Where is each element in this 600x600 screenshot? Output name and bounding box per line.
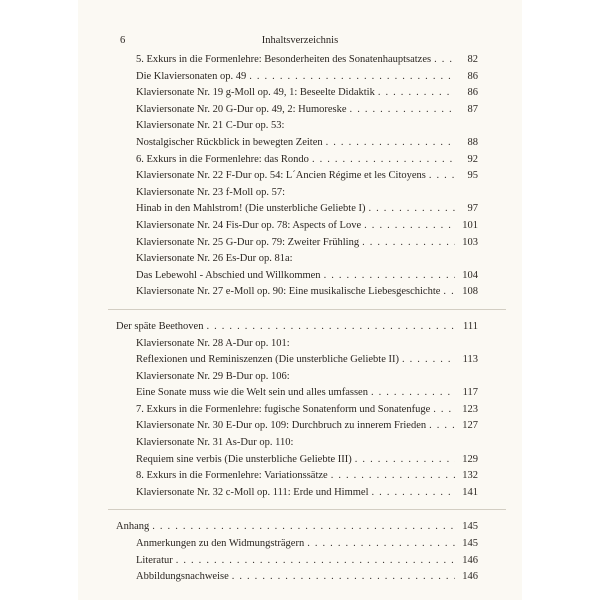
toc-entry[interactable] <box>136 385 478 402</box>
toc-entry-title: 7. Exkurs in die Formenlehre: fugische Sonatenform und Sonatenfuge <box>136 403 431 415</box>
dot-leader <box>350 102 455 119</box>
toc-entry-title: Klaviersonate Nr. 25 G-Dur op. 79: Zweiter Frühling <box>136 236 360 248</box>
toc-entry[interactable] <box>136 402 478 419</box>
toc-entry-title: Klaviersonate Nr. 32 c-Moll op. 111: Erde und Himmel <box>136 486 369 498</box>
dot-leader <box>429 168 455 185</box>
toc-entry-title: Klaviersonate Nr. 23 f-Moll op. 57: <box>136 186 286 198</box>
book-page <box>78 0 522 600</box>
toc-entry-title: Klaviersonate Nr. 30 E-Dur op. 109: Durchbruch zu innerem Frieden <box>136 420 427 432</box>
toc-entry[interactable] <box>136 435 478 452</box>
dot-leader <box>371 385 455 402</box>
toc-entry-title: Anhang <box>116 521 150 533</box>
toc-entry-title: Klaviersonate Nr. 26 Es-Dur op. 81a: <box>136 253 293 265</box>
toc-entry[interactable] <box>136 336 478 353</box>
toc-section <box>136 52 478 301</box>
toc-entry-title: Klaviersonate Nr. 28 A-Dur op. 101: <box>136 337 290 349</box>
toc-entry[interactable] <box>136 85 478 102</box>
toc-entry-title: Requiem sine verbis (Die unsterbliche Geliebte III) <box>136 453 352 465</box>
toc-entry-title: Anmerkungen zu den Widmungsträgern <box>136 538 305 550</box>
toc-entry-title: Das Lebewohl - Abschied und Willkommen <box>136 269 321 281</box>
dot-leader <box>378 85 455 102</box>
toc-entry-page: 103 <box>462 236 478 248</box>
toc-entry-page: 141 <box>462 486 478 498</box>
dot-leader <box>326 135 455 152</box>
toc-entry-page: 101 <box>462 219 478 231</box>
toc-section <box>116 319 478 502</box>
toc-entry[interactable] <box>136 52 478 69</box>
toc-part-heading[interactable] <box>116 519 478 536</box>
toc-entry[interactable] <box>136 485 478 502</box>
toc-entry[interactable] <box>136 369 478 386</box>
toc-entry-page: 95 <box>467 170 478 182</box>
toc-entry-page: 86 <box>467 87 478 99</box>
toc-entry[interactable] <box>136 468 478 485</box>
toc-entry[interactable] <box>136 152 478 169</box>
toc-entry-title: Hinab in den Mahlstrom! (Die unsterbliche Geliebte I) <box>136 203 366 215</box>
toc-entry[interactable] <box>136 452 478 469</box>
dot-leader <box>176 553 455 570</box>
toc-entry-title: Klaviersonate Nr. 31 As-Dur op. 110: <box>136 437 294 449</box>
toc-entry-title: Eine Sonate muss wie die Welt sein und alles umfassen <box>136 387 368 399</box>
dot-leader <box>429 418 455 435</box>
toc-entry-page: 145 <box>462 521 478 533</box>
toc-entry[interactable] <box>136 418 478 435</box>
dot-leader <box>362 235 455 252</box>
toc-entry-title: Die Klaviersonaten op. 49 <box>136 70 247 82</box>
toc-entry-title: 5. Exkurs in die Formenlehre: Besonderheiten des Sonatenhauptsatzes <box>136 54 432 65</box>
toc-entry-title: Klaviersonate Nr. 22 F-Dur op. 54: L´Ancien Régime et les Citoyens <box>136 170 426 182</box>
toc-entry-title: Klaviersonate Nr. 21 C-Dur op. 53: <box>136 120 285 132</box>
dot-leader <box>433 402 455 419</box>
toc-entry-page: 104 <box>462 269 478 281</box>
toc-entry-page: 88 <box>467 136 478 148</box>
running-title: Inhaltsverzeichnis <box>261 35 339 46</box>
dot-leader <box>249 69 455 86</box>
toc-entry-title: Klaviersonate Nr. 29 B-Dur op. 106: <box>136 370 290 382</box>
toc-entry[interactable] <box>136 536 478 553</box>
dot-leader <box>324 268 455 285</box>
dot-leader <box>206 319 455 336</box>
toc-entry[interactable] <box>136 118 478 135</box>
toc-entry-title: Klaviersonate Nr. 20 G-Dur op. 49, 2: Humoreske <box>136 103 347 115</box>
section-divider <box>108 509 506 510</box>
dot-leader <box>152 519 455 536</box>
toc-entry-page: 82 <box>467 54 478 65</box>
dot-leader <box>402 352 455 369</box>
toc-entry-title: Der späte Beethoven <box>116 320 204 332</box>
dot-leader <box>364 218 455 235</box>
toc-entry-page: 145 <box>462 538 478 550</box>
dot-leader <box>312 152 455 169</box>
toc-entry[interactable] <box>136 268 478 285</box>
toc-entry[interactable] <box>136 69 478 86</box>
toc-section <box>116 519 478 585</box>
dot-leader <box>355 452 455 469</box>
toc-entry-title: 8. Exkurs in die Formenlehre: Variationssätze <box>136 470 328 482</box>
dot-leader <box>307 536 455 553</box>
toc-entry-title: Klaviersonate Nr. 27 e-Moll op. 90: Eine musikalische Liebesgeschichte <box>136 286 441 298</box>
dot-leader <box>331 468 455 485</box>
toc-entry-page: 123 <box>462 403 478 415</box>
toc-entry[interactable] <box>136 284 478 301</box>
toc-entry[interactable] <box>136 201 478 218</box>
toc-entry-title: Abbildungsnachweise <box>136 571 229 583</box>
dot-leader <box>232 569 455 586</box>
page-number: 6 <box>120 35 126 46</box>
toc-entry[interactable] <box>136 102 478 119</box>
toc-entry[interactable] <box>136 235 478 252</box>
toc-entry-page: 146 <box>462 571 478 583</box>
page-header <box>78 35 522 49</box>
toc-entry-page: 97 <box>467 203 478 215</box>
toc-entry-title: Klaviersonate Nr. 24 Fis-Dur op. 78: Aspects of Love <box>136 219 362 231</box>
toc-entry-title: 6. Exkurs in die Formenlehre: das Rondo <box>136 153 309 165</box>
toc-entry-title: Literatur <box>136 554 173 566</box>
toc-entry-page: 108 <box>462 286 478 298</box>
toc-part-heading[interactable] <box>116 319 478 336</box>
toc-entry-page: 129 <box>462 453 478 465</box>
toc-entry-page: 132 <box>462 470 478 482</box>
toc-entry-page: 117 <box>462 387 478 399</box>
toc-entry[interactable] <box>136 135 478 152</box>
toc-entry-page: 127 <box>462 420 478 432</box>
toc-entry-page: 86 <box>467 70 478 82</box>
toc-entry[interactable] <box>136 553 478 570</box>
section-divider <box>108 309 506 310</box>
toc-entry[interactable] <box>136 168 478 185</box>
dot-leader <box>368 201 455 218</box>
toc-entry[interactable] <box>136 251 478 268</box>
toc-entry-page: 87 <box>467 103 478 115</box>
toc-entry[interactable] <box>136 569 478 586</box>
toc-entry[interactable] <box>136 352 478 369</box>
toc-entry-page: 113 <box>462 354 478 366</box>
toc-entry-title: Klaviersonate Nr. 19 g-Moll op. 49, 1: Beseelte Didaktik <box>136 87 375 99</box>
toc-entry-page: 92 <box>467 153 478 165</box>
toc-entry-title: Nostalgischer Rückblick in bewegten Zeiten <box>136 136 323 148</box>
table-of-contents <box>116 52 478 586</box>
toc-entry-title: Reflexionen und Reminiszenzen (Die unsterbliche Geliebte II) <box>136 354 399 366</box>
toc-entry-page: 146 <box>462 554 478 566</box>
dot-leader <box>434 52 455 69</box>
toc-entry[interactable] <box>136 185 478 202</box>
dot-leader <box>443 284 455 301</box>
toc-entry-page: 111 <box>463 320 478 332</box>
dot-leader <box>372 485 455 502</box>
toc-entry[interactable] <box>136 218 478 235</box>
